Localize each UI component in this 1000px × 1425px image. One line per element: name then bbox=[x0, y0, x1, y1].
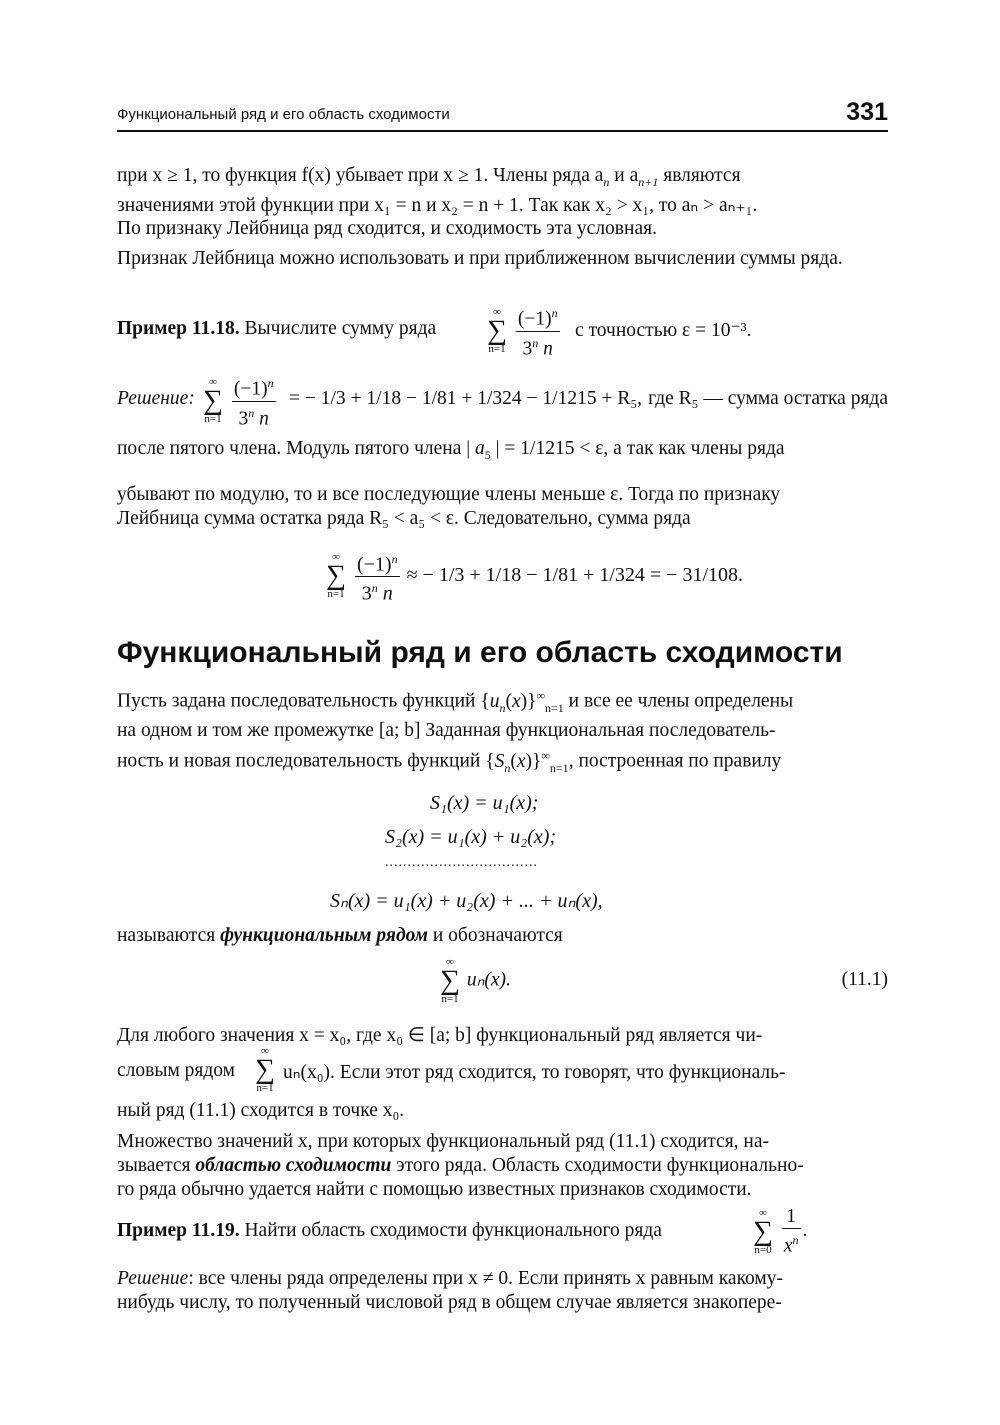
section-title: Функциональный ряд и его область сходимости bbox=[117, 636, 843, 669]
solution-11-18-line2: после пятого члена. Модуль пятого члена | $a_5$ | = 1/1215 < ε, а так как члены ряда bbox=[117, 438, 785, 462]
example-11-18 bbox=[117, 302, 888, 358]
example-11-18-text: Вычислите сумму ряда bbox=[244, 318, 437, 339]
para6-line2a: зывается bbox=[117, 1155, 191, 1176]
para4-term: функциональным рядом bbox=[220, 925, 428, 946]
solution-11-18-line4: Лейбница сумма остатка ряда R₅ < a₅ < ε. Следовательно, сумма ряда bbox=[117, 508, 691, 529]
solution-line2a: после пятого члена. Модуль пятого члена bbox=[117, 438, 462, 459]
para4-c: и обозначаются bbox=[432, 925, 563, 946]
para1-line1-text: при x ≥ 1, то функция f(x) убывает при x ≥ 1. Члены ряда a bbox=[117, 165, 604, 186]
para5-line2: словым рядом ∞ ∑ n=1 uₙ(x₀). Если этот ряд сходится, то говорят, что функциональ- bbox=[117, 1045, 786, 1094]
solution-result: ∞ ∑ n=1 $\frac{(-1)^n}{3^n n}$ ≈ − 1/3 + 1/18 − 1/81 + 1/324 = − 31/108. bbox=[326, 548, 743, 604]
para4-a: называются bbox=[117, 925, 216, 946]
partial-sum-dots: .................................. bbox=[385, 855, 538, 870]
para6-line2 bbox=[117, 1155, 888, 1177]
para6-line3: го ряда обычно удается найти с помощью известных признаков сходимости. bbox=[117, 1179, 752, 1200]
para3-line1b: и все ее члены определены bbox=[568, 690, 794, 712]
para2: Признак Лейбница можно использовать и при приближенном вычислении суммы ряда. bbox=[117, 248, 843, 269]
solution-11-19-line2: нибудь числу, то полученный числовой ряд в общем случае является знакопере- bbox=[117, 1292, 782, 1313]
running-header-title: Функциональный ряд и его область сходимости bbox=[117, 106, 450, 123]
para3-line3: ность и новая последовательность функций $\{S_n(x)\}^\infty_{n=1}$, построенная по правилу bbox=[117, 748, 782, 775]
para3-line1: Пусть задана последовательность функций $\{u_n(x)\}^\infty_{n=1}$ и все ее члены определены bbox=[117, 688, 794, 715]
para1-line3: По признаку Лейбница ряд сходится, и сходимость эта условная. bbox=[117, 218, 657, 239]
para6-line2c: этого ряда. Область сходимости функционально- bbox=[396, 1155, 804, 1176]
example-11-18-accuracy: с точностью ε = 10⁻³. bbox=[575, 320, 752, 341]
running-header bbox=[117, 98, 888, 132]
para5-line3: ный ряд (11.1) сходится в точке x₀. bbox=[117, 1100, 405, 1121]
solution-result-text: ≈ − 1/3 + 1/18 − 1/81 + 1/324 = − 31/108. bbox=[406, 563, 744, 586]
para6-line1: Множество значений x, при которых функциональный ряд (11.1) сходится, на- bbox=[117, 1131, 770, 1152]
example-11-19-label: Пример 11.19. bbox=[117, 1220, 240, 1241]
example-11-18-label: Пример 11.18. bbox=[117, 318, 240, 339]
solution-11-19-label: Решение bbox=[117, 1268, 189, 1289]
partial-sum-2: S₂(x) = u₁(x) + u₂(x); bbox=[385, 826, 557, 848]
solution-11-18-line3: убывают по модулю, то и все последующие члены меньше ε. Тогда по признаку bbox=[117, 484, 781, 505]
para1-line1-text-c: являются bbox=[663, 165, 741, 186]
para5-line2b: uₙ(x₀). Если этот ряд сходится, то говорят, что функциональ- bbox=[283, 1062, 786, 1083]
partial-sum-1: S₁(x) = u₁(x); bbox=[430, 792, 539, 814]
para5-line2a: словым рядом bbox=[117, 1060, 236, 1081]
equation-11-1: ∞ ∑ n=1 uₙ(x). (11.1) bbox=[440, 956, 888, 1005]
page-number: 331 bbox=[846, 98, 888, 126]
para3-line3b: , построенная по правилу bbox=[568, 750, 782, 772]
solution-label: Решение: bbox=[117, 388, 195, 409]
equation-number: (11.1) bbox=[841, 969, 888, 990]
para3-line3a: ность и новая последовательность функций bbox=[117, 750, 481, 772]
para1-line2: значениями этой функции при x₁ = n и x₂ = n + 1. Так как x₂ > x₁, то aₙ > aₙ₊₁. bbox=[117, 195, 758, 216]
para6-term: областью сходимости bbox=[195, 1155, 392, 1176]
solution-line2b: < ε, а так как члены ряда bbox=[579, 438, 785, 459]
series-formula: ∞ ∑ n=1 $\frac{(-1)^n}{3^n n}$ bbox=[487, 302, 562, 360]
equation-expr: uₙ(x). bbox=[466, 969, 511, 991]
example-11-19 bbox=[117, 1206, 888, 1258]
example-11-19-series: ∞ ∑ n=0 $\frac{1}{x^n}$ . bbox=[753, 1206, 808, 1257]
example-11-19-text: Найти область сходимости функционального ряда bbox=[244, 1220, 662, 1241]
para3-line1a: Пусть задана последовательность функций bbox=[117, 690, 476, 712]
para1-line1: при x ≥ 1, то функция f(x) убывает при x ≥ 1. Члены ряда $a_n$ и $a_{n+1}$ являются bbox=[117, 165, 741, 189]
para5-line1: Для любого значения x = x₀, где x₀ ∈ [a; b] функциональный ряд является чи- bbox=[117, 1025, 763, 1046]
solution-series: ∞ ∑ n=1 $\frac{(-1)^n}{3^n n}$ bbox=[203, 372, 278, 430]
partial-sum-n: Sₙ(x) = u₁(x) + u₂(x) + ... + uₙ(x), bbox=[330, 890, 603, 912]
para4 bbox=[117, 925, 888, 947]
para1-line1-text-b: и a bbox=[614, 165, 639, 186]
para3-line2: на одном и том же промежутке [a; b] Заданная функциональная последователь- bbox=[117, 720, 776, 741]
solution-11-18-line1 bbox=[117, 372, 888, 428]
solution-expansion: = − 1/3 + 1/18 − 1/81 + 1/324 − 1/1215 + R₅, bbox=[289, 388, 642, 409]
solution-11-19-text: : все члены ряда определены при x ≠ 0. Если принять x равным какому- bbox=[188, 1268, 784, 1289]
solution-11-19-line1 bbox=[117, 1268, 888, 1290]
solution-tail: где R₅ — сумма остатка ряда bbox=[648, 388, 888, 409]
